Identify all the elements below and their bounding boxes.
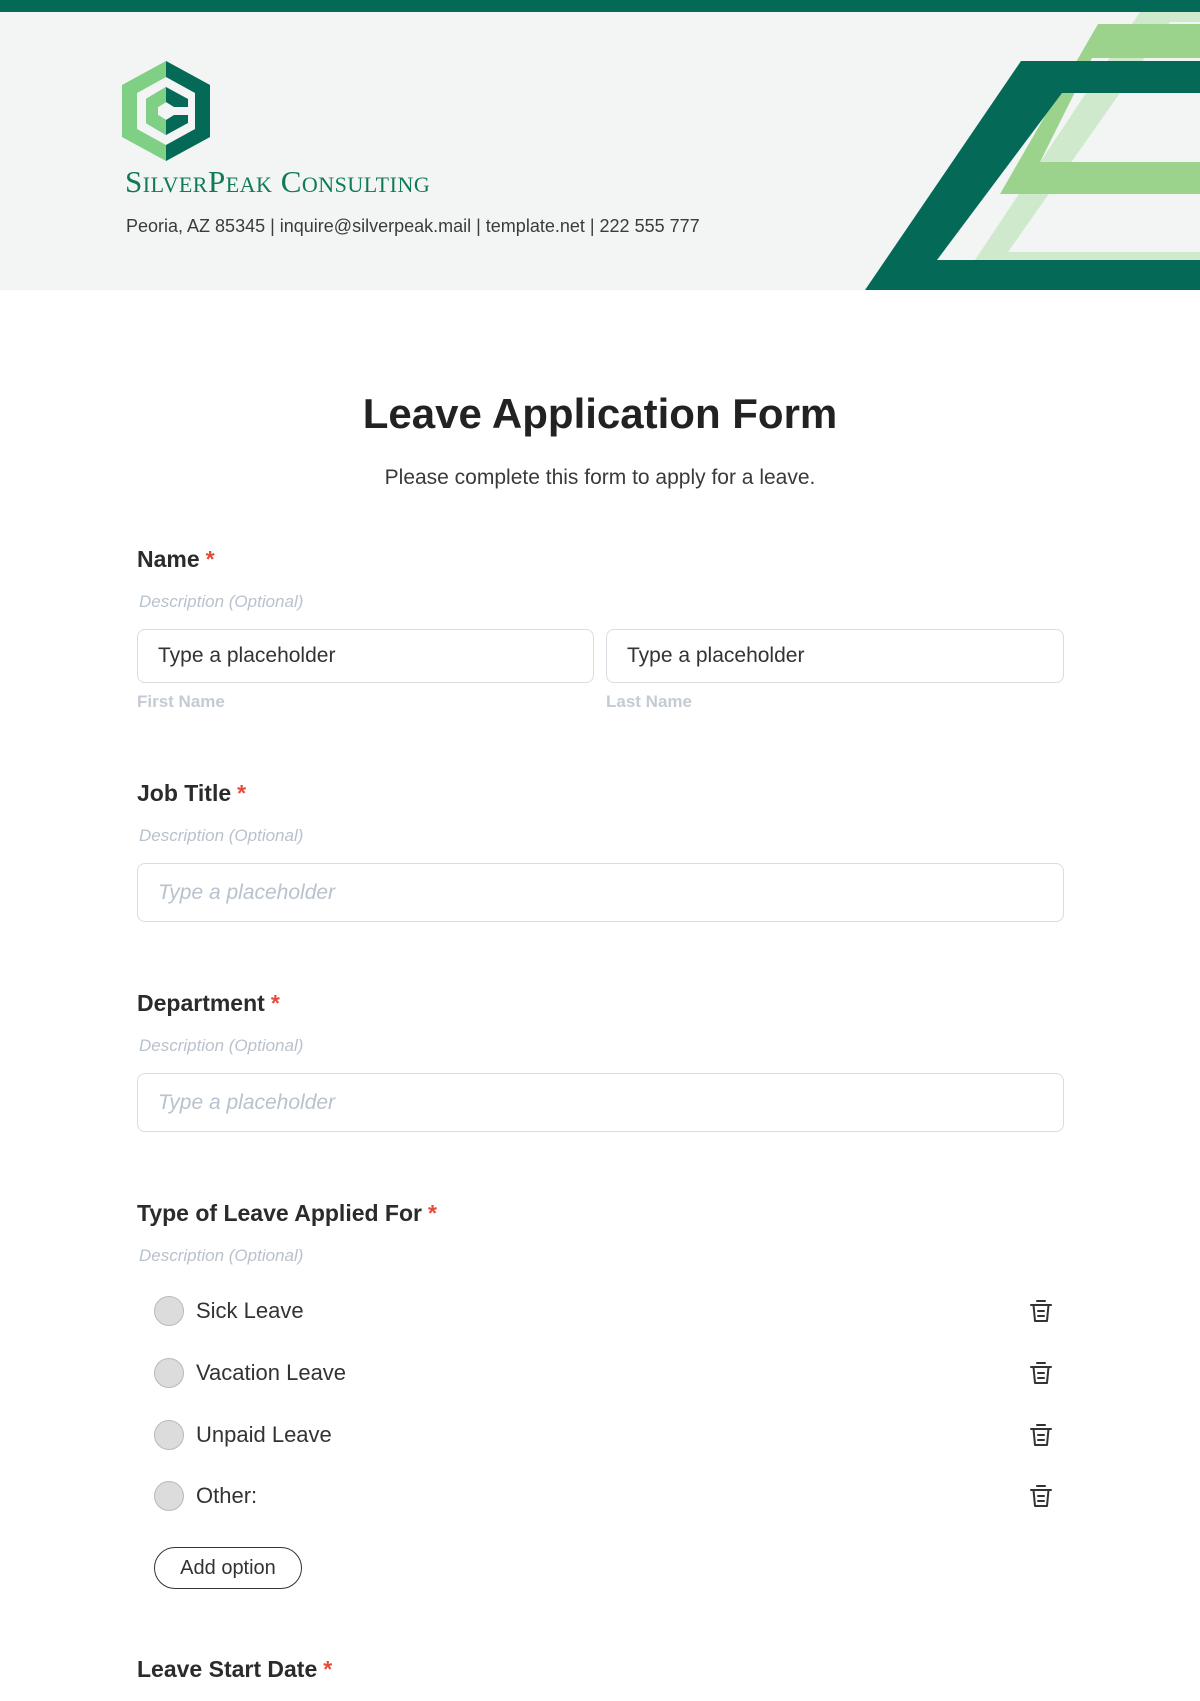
start-date-label-text: Leave Start Date — [137, 1656, 318, 1682]
leave-type-label — [137, 1200, 437, 1227]
leave-option-label: Sick Leave — [196, 1298, 304, 1323]
radio-button[interactable] — [154, 1358, 184, 1388]
first-name-sublabel: First Name — [137, 692, 225, 711]
first-name-input[interactable]: Type a placeholder — [137, 629, 594, 683]
department-label-text: Department — [137, 990, 265, 1016]
company-logo-icon — [118, 59, 214, 163]
leave-option-sick[interactable] — [154, 1294, 1054, 1328]
top-accent-bar — [0, 0, 1200, 12]
form-subtitle: Please complete this form to apply for a leave. — [384, 466, 816, 489]
job-title-label — [137, 780, 246, 807]
radio-button[interactable] — [154, 1296, 184, 1326]
job-title-input[interactable]: Type a placeholder — [137, 863, 1064, 922]
required-mark: * — [323, 1656, 333, 1682]
leave-option-label: Vacation Leave — [196, 1360, 347, 1385]
trash-icon[interactable] — [1027, 1359, 1055, 1387]
job-title-label-text: Job Title — [137, 780, 232, 806]
form-title: Leave Application Form — [362, 390, 838, 437]
leave-option-unpaid[interactable] — [154, 1418, 1054, 1452]
start-date-label — [137, 1656, 332, 1683]
leave-option-label: Unpaid Leave — [196, 1422, 332, 1447]
trash-icon[interactable] — [1027, 1297, 1055, 1325]
required-mark: * — [237, 780, 247, 806]
company-name: SilverPeak Consulting — [125, 164, 431, 199]
required-mark: * — [270, 990, 280, 1016]
leave-option-other[interactable] — [154, 1479, 1054, 1513]
required-mark: * — [427, 1200, 437, 1226]
job-title-description: Description (Optional) — [139, 826, 304, 845]
name-description: Description (Optional) — [139, 592, 304, 611]
department-label — [137, 990, 280, 1017]
trash-icon[interactable] — [1027, 1482, 1055, 1510]
leave-option-vacation[interactable] — [154, 1356, 1054, 1390]
last-name-sublabel: Last Name — [606, 692, 692, 711]
radio-button[interactable] — [154, 1420, 184, 1450]
add-option-button[interactable]: Add option — [154, 1547, 302, 1589]
department-description: Description (Optional) — [139, 1036, 304, 1055]
leave-type-label-text: Type of Leave Applied For — [137, 1200, 422, 1226]
name-label-text: Name — [137, 546, 200, 572]
leave-option-label: Other: — [196, 1483, 258, 1508]
department-input[interactable]: Type a placeholder — [137, 1073, 1064, 1132]
name-label — [137, 546, 215, 573]
letterhead — [0, 12, 1200, 290]
leave-type-description: Description (Optional) — [139, 1246, 304, 1265]
company-contact: Peoria, AZ 85345 | inquire@silverpeak.mail | template.net | 222 555 777 — [126, 216, 700, 236]
required-mark: * — [205, 546, 215, 572]
radio-button[interactable] — [154, 1481, 184, 1511]
last-name-input[interactable]: Type a placeholder — [606, 629, 1064, 683]
trash-icon[interactable] — [1027, 1421, 1055, 1449]
